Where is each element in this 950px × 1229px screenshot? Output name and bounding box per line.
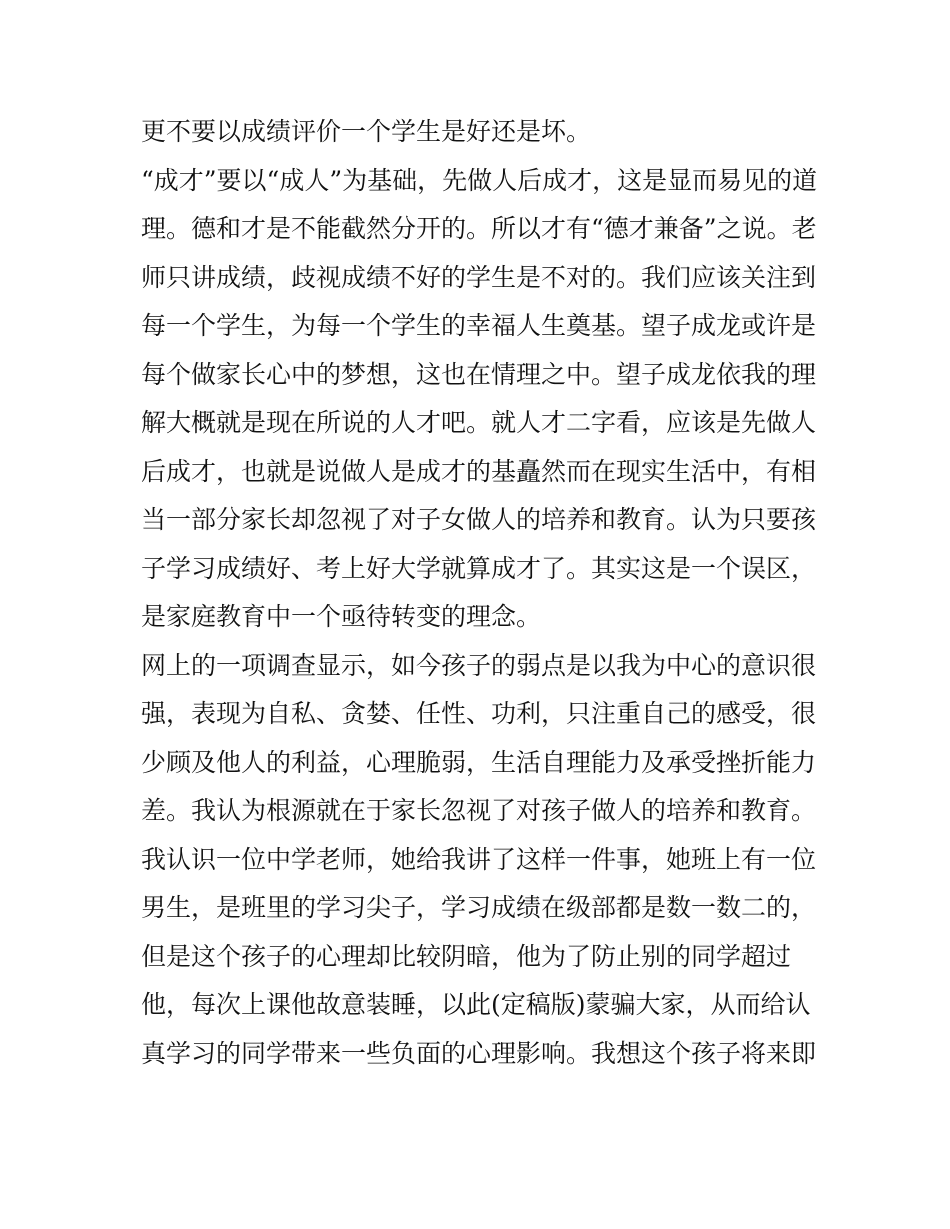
text-line: 但是这个孩子的心理却比较阴暗，他为了防止别的同学超过	[141, 941, 792, 971]
text-line: 后成才，也就是说做人是成才的基矗然而在现实生活中，有相	[141, 456, 817, 486]
text-line: 少顾及他人的利益，心理脆弱，生活自理能力及承受挫折能力	[141, 747, 817, 777]
text-line: 他，每次上课他故意装睡，以此(定稿版)蒙骗大家，从而给认	[141, 990, 811, 1019]
text-line: 每个做家长心中的梦想，这也在情理之中。望子成龙依我的理	[141, 359, 817, 389]
text-line: 理。德和才是不能截然分开的。所以才有“德才兼备”之说。老	[141, 214, 817, 243]
text-line: 是家庭教育中一个亟待转变的理念。	[141, 602, 542, 631]
text-line: 网上的一项调查显示，如今孩子的弱点是以我为中心的意识很	[141, 650, 817, 680]
text-line: 强，表现为自私、贪婪、任性、功利，只注重自己的感受，很	[141, 699, 817, 728]
body-text	[141, 108, 821, 1078]
text-line: 男生，是班里的学习尖子，学习成绩在级部都是数一数二的，	[141, 893, 817, 922]
text-line: 差。我认为根源就在于家长忽视了对孩子做人的培养和教育。	[141, 796, 817, 825]
text-line: 解大概就是现在所说的人才吧。就人才二字看，应该是先做人	[141, 408, 817, 437]
text-line: 当一部分家长却忽视了对子女做人的培养和教育。认为只要孩	[141, 505, 817, 534]
text-line: 子学习成绩好、考上好大学就算成才了。其实这是一个误区，	[141, 553, 817, 583]
text-line: “成才”要以“成人”为基础，先做人后成才，这是显而易见的道	[141, 165, 818, 195]
text-line: 每一个学生，为每一个学生的幸福人生奠基。望子成龙或许是	[141, 311, 817, 340]
text-line: 师只讲成绩，歧视成绩不好的学生是不对的。我们应该关注到	[141, 262, 817, 292]
text-line: 更不要以成绩评价一个学生是好还是坏。	[141, 117, 592, 146]
text-line: 我认识一位中学老师，她给我讲了这样一件事，她班上有一位	[141, 844, 817, 874]
text-line: 真学习的同学带来一些负面的心理影响。我想这个孩子将来即	[141, 1038, 817, 1068]
